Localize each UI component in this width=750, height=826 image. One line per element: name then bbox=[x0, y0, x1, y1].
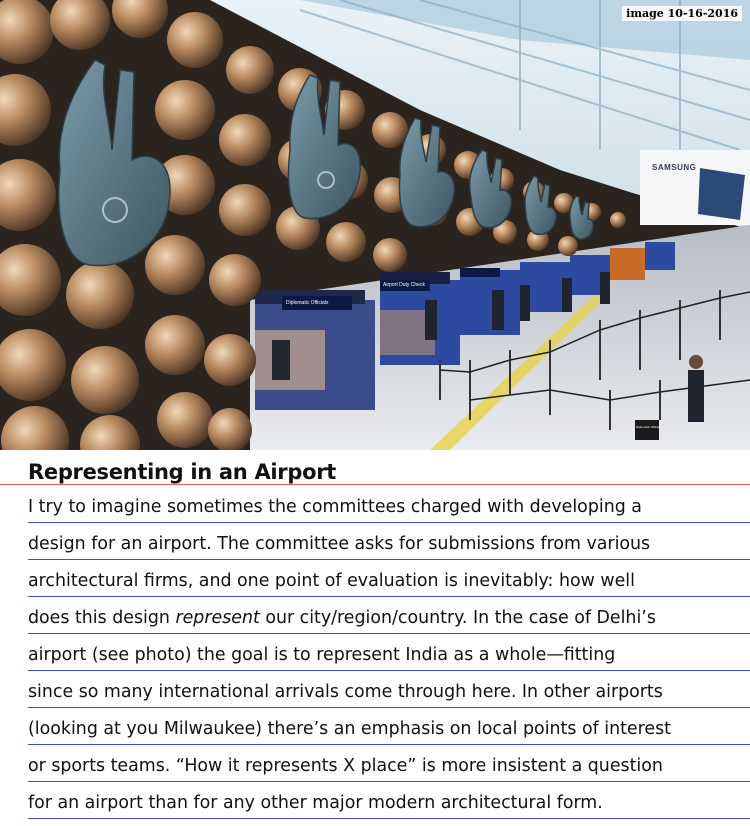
text-line: or sports teams. “How it represents X place” is more insistent a question bbox=[28, 745, 750, 782]
counter-sign: Diplomatic Officials bbox=[286, 300, 329, 306]
text-line: for an airport than for any other major modern architectural form. bbox=[28, 782, 750, 819]
text-line bbox=[28, 597, 750, 634]
text-line: design for an airport. The committee asks for submissions from various bbox=[28, 523, 750, 560]
heading-rule bbox=[0, 484, 750, 485]
text-line: since so many international arrivals come through here. In other airports bbox=[28, 671, 750, 708]
counter-sign: Diplomatic Officials bbox=[636, 425, 662, 429]
image-date-stamp: image 10-16-2016 bbox=[622, 6, 742, 21]
counter-sign: Airport Duty Check bbox=[383, 282, 425, 288]
article bbox=[0, 450, 750, 826]
text-line: I try to imagine sometimes the committees charged with developing a bbox=[28, 486, 750, 523]
text-line: airport (see photo) the goal is to represent India as a whole—fitting bbox=[28, 634, 750, 671]
article-heading: Representing in an Airport bbox=[28, 460, 337, 484]
text-line: architectural firms, and one point of evaluation is inevitably: how well bbox=[28, 560, 750, 597]
text-line: (looking at you Milwaukee) there’s an emphasis on local points of interest bbox=[28, 708, 750, 745]
emphasized-word: represent bbox=[175, 608, 260, 628]
samsung-ad-brand: SAMSUNG bbox=[652, 163, 697, 172]
text-segment: does this design bbox=[28, 608, 176, 628]
text-segment: our city/region/country. In the case of Delhi’s bbox=[259, 608, 656, 628]
